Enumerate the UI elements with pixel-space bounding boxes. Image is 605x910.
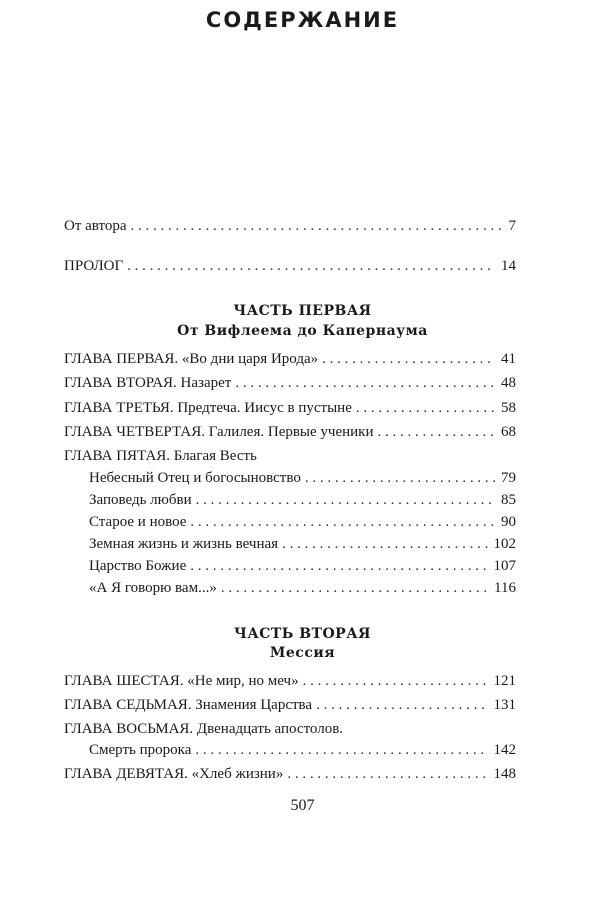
leader-dots — [221, 578, 488, 598]
toc-entry-section[interactable] — [89, 556, 516, 576]
toc-entry-label: ГЛАВА ЧЕТВЕРТАЯ. Галилея. Первые ученики — [64, 424, 374, 440]
leader-dots — [195, 740, 487, 760]
leader-dots — [378, 422, 496, 442]
toc-entry-page: 58 — [501, 400, 516, 416]
toc-chapter-5-label[interactable]: ГЛАВА ПЯТАЯ. Благая Весть — [64, 448, 257, 464]
toc-entry-label: От автора — [64, 218, 127, 234]
toc-chapter-8-label[interactable]: ГЛАВА ВОСЬМАЯ. Двенадцать апостолов. — [64, 721, 344, 737]
toc-entry-label: Старое и новое — [89, 514, 187, 530]
toc-entry-label: Смерть пророка — [89, 742, 192, 758]
leader-dots — [196, 490, 495, 510]
toc-entry-page: 121 — [493, 673, 516, 689]
leader-dots — [316, 695, 487, 715]
toc-entry-chapter-3[interactable] — [64, 398, 516, 418]
toc-entry-chapter-4[interactable] — [64, 422, 516, 442]
toc-entry-chapter-2[interactable] — [64, 373, 516, 393]
toc-entry-label: Земная жизнь и жизнь вечная — [89, 536, 279, 552]
toc-entry-section[interactable] — [89, 468, 516, 488]
toc-entry-page: 90 — [501, 514, 516, 530]
toc-entry-page: 116 — [494, 580, 516, 596]
page-title: СОДЕРЖАНИЕ — [205, 8, 400, 32]
part-subtitle: От Вифлеема до Капернаума — [177, 323, 428, 339]
toc-entry-page: 148 — [493, 766, 516, 782]
toc-entry-label: Небесный Отец и богосыновство — [89, 470, 301, 486]
leader-dots — [190, 556, 487, 576]
toc-entry-section[interactable] — [89, 578, 516, 598]
toc-entry-label: ГЛАВА ПЕРВАЯ. «Во дни царя Ирода» — [64, 351, 319, 367]
part-subtitle: Мессия — [269, 645, 336, 661]
toc-entry-chapter-8-cont[interactable] — [89, 740, 516, 760]
leader-dots — [127, 256, 495, 276]
toc-entry-label: ГЛАВА ДЕВЯТАЯ. «Хлеб жизни» — [64, 766, 284, 782]
leader-dots — [303, 671, 488, 691]
toc-entry-label: ГЛАВА ВТОРАЯ. Назарет — [64, 375, 232, 391]
leader-dots — [287, 764, 487, 784]
toc-entry-label: ГЛАВА ТРЕТЬЯ. Предтеча. Иисус в пустыне — [64, 400, 352, 416]
toc-entry-chapter-6[interactable] — [64, 671, 516, 691]
toc-entry-page: 131 — [493, 697, 516, 713]
part-heading: ЧАСТЬ ВТОРАЯ — [234, 626, 371, 642]
leader-dots — [131, 216, 503, 236]
toc-entry-page: 79 — [501, 470, 516, 486]
leader-dots — [322, 349, 495, 369]
toc-entry-page: 48 — [501, 375, 516, 391]
toc-entry-section[interactable] — [89, 490, 516, 510]
toc-entry-author[interactable] — [64, 216, 516, 236]
toc-entry-prologue[interactable] — [64, 256, 516, 276]
toc-entry-label: ГЛАВА СЕДЬМАЯ. Знамения Царства — [64, 697, 313, 713]
toc-entry-page: 107 — [493, 558, 516, 574]
toc-entry-page: 102 — [493, 536, 516, 552]
page-number: 507 — [290, 797, 315, 814]
leader-dots — [356, 398, 495, 418]
part-heading: ЧАСТЬ ПЕРВАЯ — [233, 303, 372, 319]
leader-dots — [305, 468, 495, 488]
toc-entry-label: Царство Божие — [89, 558, 187, 574]
toc-entry-chapter-7[interactable] — [64, 695, 516, 715]
toc-entry-label: «А Я говорю вам...» — [89, 580, 217, 596]
leader-dots — [190, 512, 495, 532]
toc-entry-page: 14 — [501, 258, 516, 274]
toc-entry-label: ПРОЛОГ — [64, 258, 124, 274]
toc-entry-page: 68 — [501, 424, 516, 440]
toc-entry-page: 7 — [508, 218, 516, 234]
toc-entry-chapter-9[interactable] — [64, 764, 516, 784]
leader-dots — [282, 534, 487, 554]
leader-dots — [235, 373, 495, 393]
toc-entry-page: 41 — [501, 351, 516, 367]
toc-entry-section[interactable] — [89, 512, 516, 532]
toc-entry-section[interactable] — [89, 534, 516, 554]
toc-entry-page: 85 — [501, 492, 516, 508]
toc-entry-label: Заповедь любви — [89, 492, 192, 508]
toc-entry-page: 142 — [493, 742, 516, 758]
toc-entry-chapter-1[interactable] — [64, 349, 516, 369]
toc-entry-label: ГЛАВА ШЕСТАЯ. «Не мир, но меч» — [64, 673, 299, 689]
